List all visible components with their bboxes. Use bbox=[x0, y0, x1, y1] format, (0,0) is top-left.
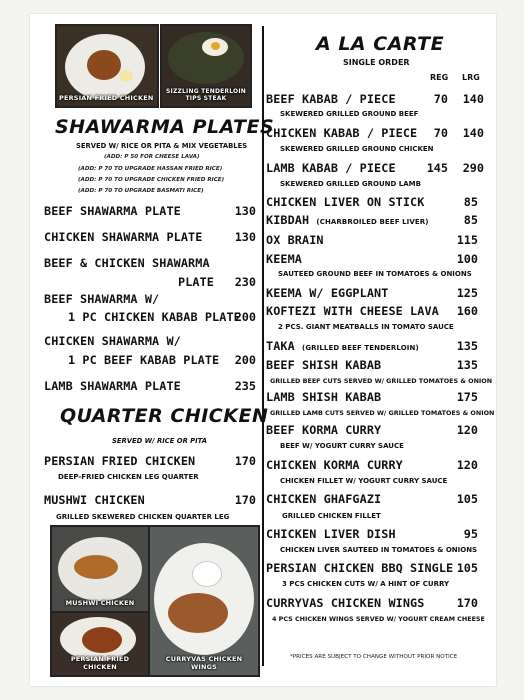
photo-curryvas-wings bbox=[148, 525, 260, 677]
alacarte-item-name bbox=[266, 213, 429, 227]
photo-persian-fried-chicken-bottom bbox=[50, 611, 150, 677]
shawarma-item-price: 200 bbox=[234, 353, 256, 367]
shawarma-item-name: CHICKEN SHAWARMA PLATE bbox=[44, 230, 203, 244]
alacarte-item-reg: 70 bbox=[433, 126, 448, 140]
alacarte-item-name: CURRYVAS CHICKEN WINGS bbox=[266, 596, 425, 610]
alacarte-item-desc: SKEWERED GRILLED GROUND BEEF bbox=[280, 110, 419, 118]
alacarte-item-name: LAMB SHISH KABAB bbox=[266, 390, 382, 404]
alacarte-item-price: 105 bbox=[456, 492, 478, 506]
quarter-item-price: 170 bbox=[234, 493, 256, 507]
alacarte-item-price: 95 bbox=[463, 527, 478, 541]
shawarma-title: SHAWARMA PLATES bbox=[55, 116, 275, 138]
chicken-image bbox=[87, 50, 121, 80]
shawarma-item-name: BEEF SHAWARMA W/ bbox=[44, 292, 160, 306]
alacarte-item-name: KEEMA bbox=[266, 252, 303, 266]
alacarte-item-name-text: KIBDAH bbox=[266, 213, 310, 227]
shawarma-item-name: BEEF SHAWARMA PLATE bbox=[44, 204, 181, 218]
alacarte-item-name: OX BRAIN bbox=[266, 233, 324, 247]
shawarma-item-price: 235 bbox=[234, 379, 256, 393]
photo-caption: PERSIAN FRIED CHICKEN bbox=[59, 94, 154, 102]
alacarte-item-price: 115 bbox=[456, 233, 478, 247]
quarter-item-desc: GRILLED SKEWERED CHICKEN QUARTER LEG bbox=[56, 513, 230, 521]
alacarte-item-desc: 4 PCS CHICKEN WINGS SERVED W/ YOGURT CREAM CHEESE bbox=[272, 615, 485, 623]
photo-caption: PERSIAN FRIED CHICKEN bbox=[70, 655, 130, 671]
alacarte-item-name-text: TAKA bbox=[266, 339, 295, 353]
alacarte-item-desc: GRILLED LAMB CUTS SERVED W/ GRILLED TOMATOES & ONION bbox=[270, 409, 495, 417]
alacarte-subtitle: SINGLE ORDER bbox=[343, 58, 410, 67]
shawarma-item-price: 130 bbox=[234, 230, 256, 244]
alacarte-item-lrg: 140 bbox=[462, 92, 484, 106]
shawarma-item-name: BEEF & CHICKEN SHAWARMA bbox=[44, 256, 210, 270]
alacarte-item-price: 100 bbox=[456, 252, 478, 266]
alacarte-item-price: 105 bbox=[456, 561, 478, 575]
quarter-item-price: 170 bbox=[234, 454, 256, 468]
photo-caption: MUSHWI CHICKEN bbox=[65, 599, 135, 607]
photo-sizzling-tenderloin bbox=[160, 24, 252, 108]
quarter-item-name: MUSHWI CHICKEN bbox=[44, 493, 145, 507]
alacarte-item-desc: 3 PCS CHICKEN CUTS W/ A HINT OF CURRY bbox=[282, 580, 450, 588]
alacarte-item-desc: SKEWERED GRILLED GROUND LAMB bbox=[280, 180, 421, 188]
alacarte-item-name: PERSIAN CHICKEN BBQ SINGLE bbox=[266, 561, 454, 575]
photo-caption: CURRYVAS CHICKEN WINGS bbox=[165, 655, 243, 671]
alacarte-item-price: 125 bbox=[456, 286, 478, 300]
shawarma-item-name-line2: PLATE bbox=[178, 275, 215, 289]
alacarte-item-name: BEEF KABAB / PIECE bbox=[266, 92, 396, 106]
alacarte-item-name: BEEF KORMA CURRY bbox=[266, 423, 382, 437]
alacarte-item-name: BEEF SHISH KABAB bbox=[266, 358, 382, 372]
shawarma-item-name: CHICKEN SHAWARMA W/ bbox=[44, 334, 181, 348]
alacarte-item-desc: SAUTEED GROUND BEEF IN TOMATOES & ONIONS bbox=[278, 270, 472, 278]
shawarma-item-price: 200 bbox=[234, 310, 256, 324]
alacarte-item-desc: SKEWERED GRILLED GROUND CHICKEN bbox=[280, 145, 434, 153]
wings-image bbox=[168, 593, 228, 633]
quarter-chicken-title: QUARTER CHICKEN bbox=[60, 405, 269, 427]
addon-basmati-rice: (ADD: P 70 TO UPGRADE BASMATI RICE) bbox=[78, 188, 204, 194]
alacarte-item-name: CHICKEN KORMA CURRY bbox=[266, 458, 403, 472]
alacarte-item-price: 135 bbox=[456, 358, 478, 372]
alacarte-item-desc: GRILLED CHICKEN FILLET bbox=[282, 512, 381, 520]
quarter-chicken-subtitle: SERVED W/ RICE OR PITA bbox=[112, 437, 208, 445]
alacarte-item-desc: CHICKEN LIVER SAUTEED IN TOMATOES & ONIONS bbox=[280, 546, 478, 554]
alacarte-item-name: KEEMA W/ EGGPLANT bbox=[266, 286, 389, 300]
dip-image bbox=[192, 561, 222, 587]
addon-cheese-lava: (ADD: P 50 FOR CHEESE LAVA) bbox=[104, 154, 200, 160]
sauce-image bbox=[119, 70, 133, 82]
alacarte-item-reg: 145 bbox=[426, 161, 448, 175]
alacarte-item-inline-desc: (GRILLED BEEF TENDERLOIN) bbox=[302, 344, 419, 352]
alacarte-item-price: 85 bbox=[463, 195, 478, 209]
alacarte-item-price: 160 bbox=[456, 304, 478, 318]
photo-mushwi-chicken bbox=[50, 525, 150, 613]
shawarma-item-price: 130 bbox=[234, 204, 256, 218]
price-footnote: *PRICES ARE SUBJECT TO CHANGE WITHOUT PRIOR NOTICE bbox=[290, 654, 458, 660]
alacarte-item-lrg: 290 bbox=[462, 161, 484, 175]
alacarte-item-price: 135 bbox=[456, 339, 478, 353]
col-lrg-header: LRG bbox=[462, 73, 480, 82]
col-reg-header: REG bbox=[430, 73, 449, 82]
alacarte-item-price: 175 bbox=[456, 390, 478, 404]
addon-chicken-rice: (ADD: P 70 TO UPGRADE CHICKEN FRIED RICE) bbox=[78, 177, 225, 183]
alacarte-item-price: 170 bbox=[456, 596, 478, 610]
chicken-image bbox=[82, 627, 122, 653]
shawarma-item-name-line2: 1 PC CHICKEN KABAB PLATE bbox=[68, 310, 241, 324]
alacarte-item-name: CHICKEN LIVER DISH bbox=[266, 527, 396, 541]
shawarma-item-price: 230 bbox=[234, 275, 256, 289]
alacarte-item-price: 120 bbox=[456, 423, 478, 437]
alacarte-item-inline-desc: (CHARBROILED BEEF LIVER) bbox=[316, 218, 429, 226]
alacarte-item-name: KOFTEZI WITH CHEESE LAVA bbox=[266, 304, 439, 318]
alacarte-item-name: LAMB KABAB / PIECE bbox=[266, 161, 396, 175]
alacarte-item-desc: 2 PCS. GIANT MEATBALLS IN TOMATO SAUCE bbox=[278, 323, 454, 331]
alacarte-item-reg: 70 bbox=[433, 92, 448, 106]
chicken-image bbox=[74, 555, 118, 579]
alacarte-item-desc: CHICKEN FILLET W/ YOGURT CURRY SAUCE bbox=[280, 477, 448, 485]
alacarte-item-desc: GRILLED BEEF CUTS SERVED W/ GRILLED TOMATOES & ONION bbox=[270, 377, 493, 385]
shawarma-subtitle: SERVED W/ RICE OR PITA & MIX VEGETABLES bbox=[76, 142, 248, 150]
alacarte-item-name bbox=[266, 339, 419, 353]
photo-caption: SIZZLING TENDERLOIN TIPS STEAK bbox=[165, 88, 247, 102]
addon-hassan-rice: (ADD: P 70 TO UPGRADE HASSAN FRIED RICE) bbox=[78, 166, 223, 172]
alacarte-item-price: 120 bbox=[456, 458, 478, 472]
alacarte-title: A LA CARTE bbox=[316, 33, 445, 55]
alacarte-item-desc: BEEF W/ YOGURT CURRY SAUCE bbox=[280, 442, 404, 450]
photo-persian-fried-chicken-top bbox=[55, 24, 159, 108]
alacarte-item-lrg: 140 bbox=[462, 126, 484, 140]
alacarte-item-name: CHICKEN LIVER ON STICK bbox=[266, 195, 425, 209]
shawarma-item-name-line2: 1 PC BEEF KABAB PLATE bbox=[68, 353, 220, 367]
alacarte-item-name: CHICKEN KABAB / PIECE bbox=[266, 126, 418, 140]
alacarte-item-name: CHICKEN GHAFGAZI bbox=[266, 492, 382, 506]
quarter-item-name: PERSIAN FRIED CHICKEN bbox=[44, 454, 196, 468]
shawarma-item-name: LAMB SHAWARMA PLATE bbox=[44, 379, 181, 393]
alacarte-item-price: 85 bbox=[463, 213, 478, 227]
yolk-image bbox=[211, 42, 220, 50]
quarter-item-desc: DEEP-FRIED CHICKEN LEG QUARTER bbox=[58, 473, 199, 481]
